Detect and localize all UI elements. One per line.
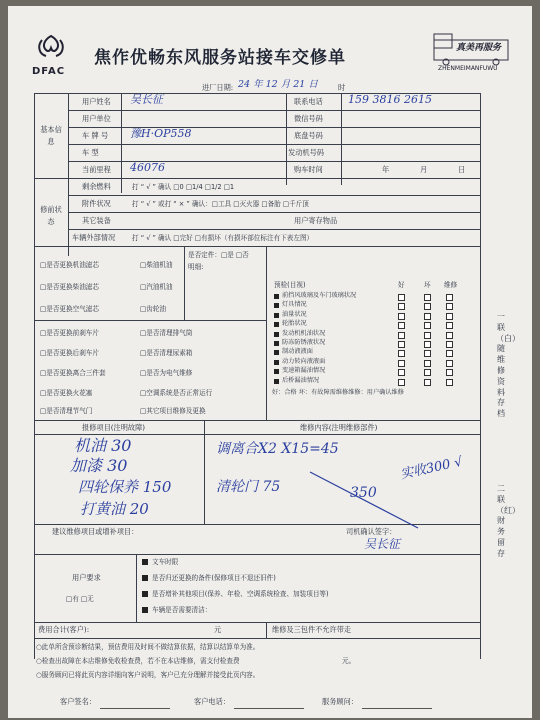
footer-line-3: ○服务顾问已将此页内容详细向客户说明，客户已充分理解并接受此页内容。 — [36, 671, 260, 679]
inspection-checkbox[interactable] — [446, 350, 453, 357]
owner-value: 吴长征 — [130, 93, 163, 106]
fuel-label: 剩余燃料 — [82, 182, 111, 191]
handwritten-content-1: 调离合X2 X15=45 — [216, 441, 339, 457]
inspection-bullet — [274, 313, 279, 318]
requirements-has: □有 □无 — [66, 595, 94, 603]
req-item-4: 车辆是否需要清洁： — [152, 606, 212, 614]
grid-line — [34, 420, 480, 421]
req-bullet — [142, 575, 148, 581]
inspection-checkbox[interactable] — [424, 369, 431, 376]
other-repairs: □其它项目维修及更换 — [140, 407, 206, 415]
req-item-2: 是否归还更换的备件(保修项目不退还旧件) — [152, 574, 276, 582]
mileage-label: 当前里程 — [82, 165, 111, 174]
spark-plugs: □是否更换火花塞 — [40, 389, 93, 397]
handwritten-item-1: 机油 30 — [74, 436, 132, 455]
inspection-item: 轮胎状况 — [282, 320, 307, 328]
fixed-explain: 明细: — [188, 263, 204, 271]
footer-line-1: ○此单所含预诊断结果，预估费用及时间不做结算依据，结算以结算单为准。 — [36, 643, 260, 651]
handwritten-item-2: 加漆 30 — [70, 456, 128, 475]
throttle-clean: □是否清理节气门 — [40, 407, 93, 415]
inspection-bullet — [274, 379, 279, 384]
wechat-label: 微信号码 — [294, 114, 323, 123]
signature-line — [100, 708, 170, 709]
inspection-item: 灯具情况 — [282, 301, 307, 309]
grid-line — [34, 434, 480, 435]
inspection-checkbox[interactable] — [446, 294, 453, 301]
brand-name: 真美再服务 — [456, 43, 502, 53]
phone-value: 159 3816 2615 — [348, 93, 432, 106]
inspection-checkbox[interactable] — [398, 379, 405, 386]
inspection-checkbox[interactable] — [446, 360, 453, 367]
entry-time-label: 时 — [338, 83, 346, 92]
inspection-bullet — [274, 322, 279, 327]
driver-signature: 吴长征 — [364, 537, 401, 551]
inspection-checkbox[interactable] — [424, 322, 431, 329]
inspection-checkbox[interactable] — [446, 303, 453, 310]
grid-line — [34, 622, 480, 623]
engine-label: 发动机号码 — [288, 148, 324, 157]
grid-line — [34, 554, 480, 555]
inspection-note: 好：合格 坏：有故障需维修维修：用户确认维修 — [272, 389, 404, 396]
electrical-repair: □是否为电气维修 — [140, 369, 193, 377]
grid-line — [68, 93, 69, 256]
inspection-checkbox[interactable] — [424, 341, 431, 348]
inspection-item: 前挡风玻璃及车门玻璃状况 — [282, 292, 357, 299]
inspection-col-bad: 坏 — [424, 281, 431, 289]
inspection-checkbox[interactable] — [446, 332, 453, 339]
grid-line — [136, 554, 137, 622]
unit-label: 用户单位 — [82, 114, 111, 123]
inspection-item: 动力转向液液面 — [282, 357, 326, 365]
inspection-checkbox[interactable] — [398, 350, 405, 357]
grid-line — [184, 246, 185, 320]
section-pre-repair: 修前状态 — [40, 205, 62, 226]
copy-label-white: 一联（白）随维修资料存档 — [496, 312, 520, 419]
inspection-checkbox[interactable] — [424, 360, 431, 367]
footer-line-2: ○检查出故障在本店维修免收检查费，若不在本店维修，需支付检查费 — [36, 657, 240, 665]
no-take-away-note: 维修及三包件不允许带走 — [272, 625, 352, 634]
customer-phone-label: 客户电话： — [194, 697, 230, 706]
inspection-checkbox[interactable] — [398, 294, 405, 301]
inspection-bullet — [274, 294, 279, 299]
other-equipment-label: 其它装备 — [82, 216, 111, 225]
logo-text: DFAC — [32, 66, 66, 77]
ac-system: □空调系统是否正常运行 — [140, 389, 213, 397]
advice-label: 建议维修项目或增补项目： — [52, 527, 139, 536]
grid-line — [266, 622, 267, 638]
inspection-checkbox[interactable] — [446, 379, 453, 386]
inspection-checkbox[interactable] — [424, 303, 431, 310]
entry-date-label: 进厂日期: — [202, 83, 234, 92]
service-advisor-label: 服务顾问： — [322, 697, 358, 706]
req-bullet — [142, 591, 148, 597]
repair-col-reported: 报修项目(注明故障) — [82, 423, 146, 432]
fee-unit: 元 — [214, 625, 222, 634]
inspection-checkbox[interactable] — [446, 322, 453, 329]
fee-label: 费用合计(客户): — [38, 625, 90, 634]
inspection-col-good: 好 — [398, 281, 405, 289]
grid-line — [204, 420, 205, 524]
section-basic-info: 基本信息 — [40, 125, 62, 146]
belongings-label: 用户寄存物品 — [294, 216, 338, 225]
replace-air-filter: □是否更换空气滤芯 — [40, 305, 99, 313]
inspection-checkbox[interactable] — [424, 350, 431, 357]
inspection-item: 油量状况 — [282, 310, 307, 318]
inspection-bullet — [274, 303, 279, 308]
handwritten-item-3: 四轮保养 150 — [78, 478, 172, 496]
replace-oil-filter: □是否更换机油滤芯 — [40, 261, 99, 269]
driver-confirm-label: 司机确认签字： — [346, 527, 397, 536]
grid-line — [34, 638, 480, 639]
footer-line-2-unit: 元。 — [342, 657, 356, 665]
grid-line — [341, 93, 342, 185]
grid-line — [68, 212, 480, 213]
inspection-checkbox[interactable] — [398, 369, 405, 376]
inspection-checkbox[interactable] — [398, 313, 405, 320]
inspection-checkbox[interactable] — [424, 294, 431, 301]
inspection-checkbox[interactable] — [398, 360, 405, 367]
inspection-checkbox[interactable] — [424, 313, 431, 320]
inspection-checkbox[interactable] — [446, 341, 453, 348]
inspection-item: 防冻防锈液状况 — [282, 339, 326, 346]
purchase-label: 购车时间 — [294, 165, 323, 174]
exterior-options: 打 “ √ ” 确认 □完好 □有损坏（有损坏部位标注有下表左图） — [132, 234, 314, 242]
requirements-label: 用户要求 — [72, 573, 101, 582]
repair-col-content: 维修内容(注明维修部件) — [300, 423, 378, 432]
owner-label: 用户姓名 — [82, 97, 111, 106]
plate-label: 车 牌 号 — [82, 131, 109, 140]
repair-form-sheet — [8, 6, 532, 718]
inspection-checkbox[interactable] — [398, 341, 405, 348]
gear-oil: □齿轮油 — [140, 305, 167, 313]
inspection-bullet — [274, 332, 279, 337]
grid-line — [68, 229, 480, 230]
model-label: 车 型 — [82, 148, 99, 157]
inspection-checkbox[interactable] — [446, 313, 453, 320]
signature-line — [234, 708, 304, 709]
inspection-bullet — [274, 369, 279, 374]
grid-line — [68, 144, 480, 145]
inspection-checkbox[interactable] — [446, 369, 453, 376]
req-item-1: 文车时限 — [152, 558, 179, 566]
inspection-checkbox[interactable] — [424, 332, 431, 339]
grid-line — [68, 110, 480, 111]
handwritten-total: 350 — [350, 485, 377, 501]
grid-line — [68, 195, 480, 196]
customer-signature-label: 客户签名： — [60, 697, 96, 706]
plate-value: 豫H·OP558 — [130, 127, 192, 140]
rear-brake-pads: □是否更换后刹车片 — [40, 349, 99, 357]
req-item-3: 是否增补其他项目(保养、年检、空调系统检查、加装项目等) — [152, 590, 329, 598]
copy-label-red: 二联（红）财务留存 — [496, 484, 520, 558]
phone-label: 联系电话 — [294, 97, 323, 106]
inspection-bullet — [274, 350, 279, 355]
inspection-item: 后桥漏油情况 — [282, 376, 320, 384]
inspection-col-repair: 维修 — [444, 281, 458, 289]
handwritten-item-4: 打黄油 20 — [80, 500, 149, 518]
inspection-checkbox[interactable] — [398, 332, 405, 339]
chassis-label: 底盘号码 — [294, 131, 323, 140]
dongfeng-logo-icon — [34, 34, 68, 62]
brand-badge — [432, 30, 516, 70]
replace-diesel-filter: □是否更换柴油滤芯 — [40, 283, 99, 291]
handwritten-received: 实收300 √ — [399, 454, 465, 483]
grid-line — [34, 320, 266, 321]
grid-line — [34, 178, 480, 179]
signature-line — [362, 708, 432, 709]
purchase-day: 日 — [458, 165, 466, 174]
gasoline-oil: □汽油机油 — [140, 283, 173, 291]
brand-pinyin: ZHENMEIMANFUWU — [438, 65, 498, 72]
inspection-item: 发动机机油状况 — [282, 329, 326, 337]
entry-date-value: 24 年 12 月 21 日 — [238, 79, 318, 90]
inspection-bullet — [274, 341, 279, 346]
purchase-month: 月 — [420, 165, 428, 174]
req-bullet — [142, 559, 148, 565]
table-right-border — [480, 93, 481, 659]
inspection-checkbox[interactable] — [398, 322, 405, 329]
clean-urea-tank: □是否清理尿素箱 — [140, 349, 193, 357]
inspection-title: 预检(目视) — [274, 281, 306, 289]
grid-line — [34, 246, 480, 247]
req-bullet — [142, 607, 148, 613]
fuel-options: 打 “ √ ” 确认 □0 □1/4 □1/2 □1 — [132, 183, 235, 191]
diesel-oil: □柴油机油 — [140, 261, 173, 269]
fixed-point: 是否定件：□是 □否 — [188, 251, 249, 259]
grid-line — [266, 246, 267, 420]
accessory-options: 打 “ √ ” 或打 “ × ” 确认：□工具 □灭火器 □备胎 □千斤顶 — [132, 200, 309, 208]
mileage-value: 46076 — [130, 161, 165, 174]
inspection-item: 制动液液面 — [282, 348, 313, 356]
inspection-checkbox[interactable] — [398, 303, 405, 310]
accessory-label: 附件状况 — [82, 199, 111, 208]
front-brake-pads: □是否更换前刹车片 — [40, 329, 99, 337]
handwritten-content-2: 清轮门 75 — [216, 479, 281, 495]
clutch-kit: □是否更换离合三件套 — [40, 369, 106, 377]
grid-line — [286, 93, 287, 185]
inspection-bullet — [274, 360, 279, 365]
purchase-year: 年 — [382, 165, 390, 174]
inspection-item: 变速箱漏油情况 — [282, 367, 326, 375]
clean-exhaust: □是否清理排气筒 — [140, 329, 193, 337]
exterior-label: 车辆外部情况 — [72, 233, 116, 242]
page-title: 焦作优畅东风服务站接车交修单 — [94, 48, 346, 68]
inspection-checkbox[interactable] — [424, 379, 431, 386]
